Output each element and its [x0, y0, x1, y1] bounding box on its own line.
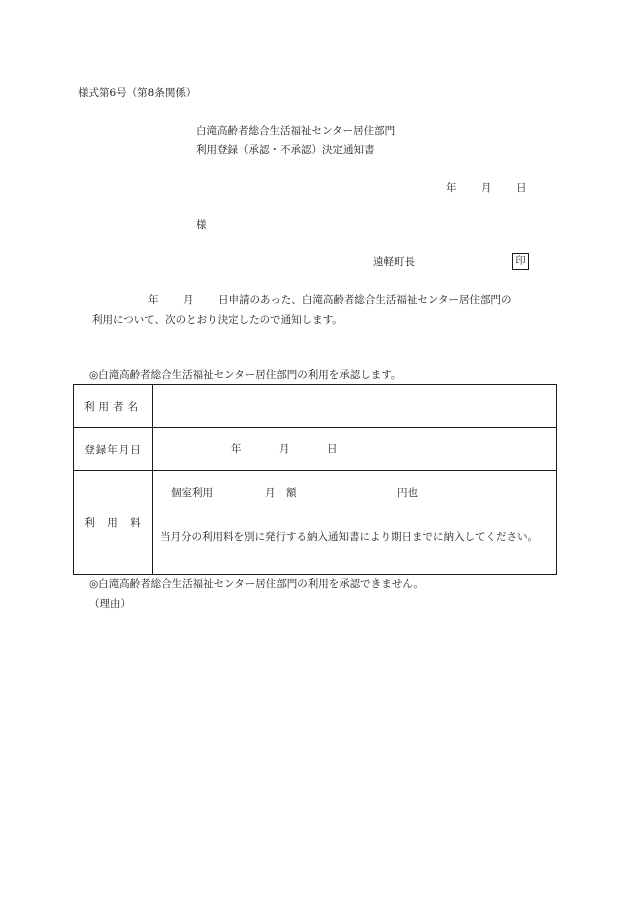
fee-yen: 円也 [397, 487, 418, 499]
reg-day: 日 [327, 443, 338, 455]
recipient-suffix: 様 [196, 219, 207, 231]
table-row-fee [74, 471, 557, 575]
user-name-field [153, 385, 557, 428]
issuer: 遠軽町長 [373, 256, 415, 268]
decision-table [73, 384, 557, 575]
form-number: 様式第6号（第8条関係） [78, 87, 197, 99]
fee-month-amount: 月 額 [265, 487, 297, 499]
date-month: 月 [481, 182, 492, 194]
approve-heading: ◎白滝高齢者総合生活福祉センター居住部門の利用を承認します。 [89, 369, 402, 381]
body-text-line2: 利用について、次のとおり決定したので通知します。 [92, 314, 343, 326]
registration-date-field [153, 428, 557, 471]
table-row-user [74, 385, 557, 428]
seal-stamp: 印 [512, 253, 529, 270]
registration-date-label: 登録年月日 [74, 428, 153, 471]
fee-note: 当月分の利用料を別に発行する納入通知書により期日までに納入してください。 [160, 531, 538, 543]
table-row-registration [74, 428, 557, 471]
date-day: 日 [516, 182, 527, 194]
body-month: 月 [183, 294, 194, 306]
body-text-line1: 日申請のあった、白滝高齢者総合生活福祉センター居住部門の [218, 294, 512, 306]
deny-heading: ◎白滝高齢者総合生活福祉センター居住部門の利用を承認できません。 [89, 578, 424, 590]
fee-field [153, 471, 557, 575]
reg-month: 月 [279, 443, 290, 455]
fee-label: 利 用 料 [74, 471, 153, 575]
date-year: 年 [446, 182, 457, 194]
reg-year: 年 [231, 443, 242, 455]
document-title-line2: 利用登録（承認・不承認）決定通知書 [196, 144, 375, 156]
body-year: 年 [148, 294, 159, 306]
fee-room: 個室利用 [171, 487, 213, 499]
user-name-label: 利用者名 [74, 385, 153, 428]
reason-label: （理由） [89, 598, 131, 610]
document-title-line1: 白滝高齢者総合生活福祉センター居住部門 [196, 125, 396, 137]
